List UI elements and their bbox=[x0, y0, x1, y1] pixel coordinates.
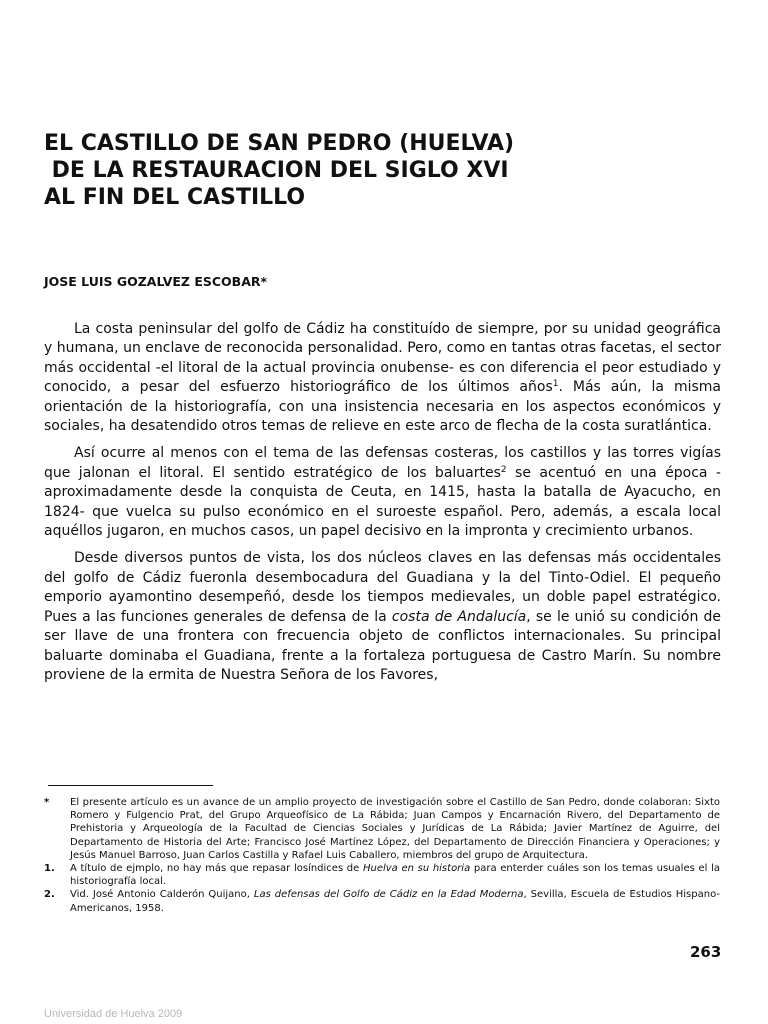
footnote-1-emphasis: Huelva en su historia bbox=[362, 863, 471, 875]
page-number: 263 bbox=[690, 943, 722, 961]
footnote-text: El presente artículo es un avance de un amplio proyecto de investigación sobre el Castillo de San Pedro, donde colaboran: Sixto Romero y Fulgencio Prat, del Grupo Arqueofísico de La Rábida; Juan Campos y Encarnación Rivero, del Departamento de Prehistoria y Arqueología de la Facultad de Ciencias Sociales y Jurídicas de La Rábida; Javier Martínez de Aguirre, del Departamento de Historia del Arte; Francisco José Martínez López, del Departamento de Dirección Financiera y Operaciones; y Jesús Manuel Barroso, Juan Carlos Castilla y Rafael Luis Caballero, miembros del grupo de Arquitectura. bbox=[70, 797, 720, 861]
paragraph-3-text-b: , se le unió su condición de ser llave de una frontera con frecuencia objeto de conflictos internacionales. Su principal baluarte dominaba el Guadiana, frente a la fortaleza portuguesa de Castro Marín. Su nombre proviene de la ermita de Nuestra Señora de los Favores, bbox=[44, 608, 721, 683]
footnote-1-text-a: A título de ejmplo, no hay más que repasar losíndices de bbox=[70, 863, 363, 875]
footnote-mark: 2. bbox=[44, 889, 55, 901]
footnote-1-text-b: para enterder cuáles son los temas usuales el la historiografía local. bbox=[70, 863, 720, 888]
footnote-2 bbox=[44, 888, 720, 914]
paragraph-1-text-a: La costa peninsular del golfo de Cádiz ha constituído de siempre, por su unidad geográfica y humana, un enclave de reconocida personalidad. Pero, como en tantas otras facetas, el sector más occidental -el litoral de la actual provincia onubense- es con diferencia el peor estudiado y conocido, a pesar del esfuerzo historiográfico de los últimos años bbox=[44, 321, 721, 396]
article-title bbox=[44, 130, 684, 211]
footnote-mark: * bbox=[44, 797, 50, 808]
footnote-asterisk bbox=[44, 796, 720, 862]
paragraph-3-emphasis: costa de Andalucía bbox=[391, 608, 527, 625]
title-line-1: EL CASTILLO DE SAN PEDRO (HUELVA) bbox=[44, 131, 515, 156]
footnote-ref-2: 2 bbox=[500, 464, 507, 475]
footnote-text bbox=[70, 862, 720, 888]
footnotes bbox=[44, 796, 720, 915]
footnote-divider bbox=[48, 785, 213, 786]
footnote-2-text-a: Vid. José Antonio Calderón Quijano, bbox=[70, 889, 254, 901]
article-body bbox=[44, 320, 721, 685]
paragraph-2-text-a: Así ocurre al menos con el tema de las defensas costeras, los castillos y las torres vigías que jalonan el litoral. El sentido estratégico de los baluartes bbox=[44, 445, 721, 481]
footnote-ref-1: 1 bbox=[552, 379, 559, 390]
paragraph-2 bbox=[44, 444, 721, 541]
paragraph-2-text-b: se acentuó en una época -aproximadamente desde la conquista de Ceuta, en 1415, hasta la batalla de Ayacucho, en 1824- que vuelca su pulso económico en el suroeste español. Pero, además, a escala local aquéllos jugaron, en muchos casos, un papel decisivo en la impronta y crecimiento urbanos. bbox=[44, 464, 721, 540]
watermark: Universidad de Huelva 2009 bbox=[44, 1008, 183, 1020]
footnote-mark: 1. bbox=[44, 863, 55, 875]
footnote-2-emphasis: Las defensas del Golfo de Cádiz en la Edad Moderna bbox=[253, 889, 524, 901]
title-line-3: AL FIN DEL CASTILLO bbox=[44, 185, 306, 210]
paragraph-3-text-a: Desde diversos puntos de vista, los dos núcleos claves en las defensas más occidentales del golfo de Cádiz fueronla desembocadura del Guadiana y la del Tinto-Odiel. El pequeño emporio ayamontino desempeñó, desde los tiempos medievales, un doble papel estratégico. Pues a las funciones generales de defensa de la bbox=[44, 550, 721, 625]
author-name: JOSE LUIS GOZALVEZ ESCOBAR* bbox=[44, 274, 268, 289]
footnote-1 bbox=[44, 862, 720, 888]
paragraph-1 bbox=[44, 320, 721, 436]
title-line-2: DE LA RESTAURACION DEL SIGLO XVI bbox=[44, 158, 509, 183]
footnote-text bbox=[70, 888, 720, 914]
paragraph-3 bbox=[44, 549, 721, 685]
footnote-2-text-b: , Sevilla, Escuela de Estudios Hispano-Americanos, 1958. bbox=[70, 889, 720, 914]
paragraph-1-text-b: . Más aún, la misma orientación de la historiografía, con una insistencia necesaria en los aspectos económicos y sociales, ha desatendido otros temas de relieve en este arco de flecha de la costa suratlántica. bbox=[44, 379, 721, 435]
